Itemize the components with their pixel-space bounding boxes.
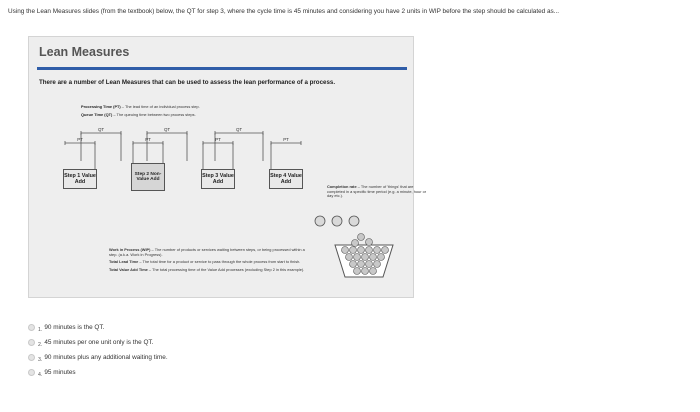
answer-options	[28, 320, 328, 380]
completion-term: Completion rate	[327, 184, 357, 189]
option-text: 95 minutes	[44, 369, 76, 376]
lead-time-term: Total Lead Time	[109, 259, 139, 265]
option-number: 1.	[38, 326, 43, 333]
step-2-label: Step 2 Non-Value Add	[134, 171, 162, 182]
value-add-text: – The total processing time of the Value Add processes (excluding Step 2 in this example).	[147, 266, 305, 272]
wip-text: – The number of products or services waiting between steps, or being processed within a step. (a.k.a. Work in Progress).	[109, 247, 305, 258]
qt-definition	[81, 112, 301, 118]
qt-label-2: QT	[163, 127, 171, 132]
lead-time-text: – The total time for a product or service to pass through the whole process from start to finish.	[138, 259, 301, 265]
lead-time-definition	[109, 259, 305, 264]
measure-definitions	[109, 247, 305, 274]
radio-button[interactable]	[28, 354, 35, 361]
pt-definition	[81, 104, 301, 110]
answer-option-4[interactable]	[28, 365, 328, 380]
pt-label-3: PT	[215, 137, 221, 142]
step-4-label: Step 4 Value Add	[270, 172, 302, 185]
answer-option-2[interactable]	[28, 335, 328, 350]
question-text: Using the Lean Measures slides (from the textbook) below, the QT for step 3, where the cycle time is 45 minutes and considering you have 2 units in WIP before the step should be calculated as...	[8, 8, 560, 15]
wip-definition	[109, 247, 305, 257]
completion-text: – The number of 'things' that are completed in a specific time period (e.g. a minute, hour or day etc.).	[327, 184, 427, 199]
process-flow-diagram	[63, 125, 313, 195]
pt-term: Processing Time (PT)	[81, 104, 121, 109]
pt-label-1: PT	[77, 137, 83, 142]
option-text: 90 minutes plus any additional waiting time.	[44, 354, 168, 361]
step-3-label: Step 3 Value Add	[202, 172, 234, 185]
pt-label-4: PT	[283, 137, 289, 142]
completed-units-icon	[313, 213, 363, 229]
qt-term: Queue Time (QT)	[81, 112, 113, 117]
option-number: 2.	[38, 341, 43, 348]
step-4-box	[269, 169, 303, 189]
option-text: 45 minutes per one unit only is the QT.	[44, 339, 154, 346]
answer-option-1[interactable]	[28, 320, 328, 335]
lean-measures-slide	[28, 36, 427, 298]
step-2-box	[131, 163, 165, 191]
qt-label-1: QT	[97, 127, 105, 132]
step-3-box	[201, 169, 235, 189]
radio-button[interactable]	[28, 369, 35, 376]
radio-button[interactable]	[28, 324, 35, 331]
value-add-definition	[109, 267, 305, 272]
wip-term: Work in Process (WIP)	[109, 247, 151, 252]
pt-text: – The lead time of an individual process step.	[120, 104, 200, 109]
option-text: 90 minutes is the QT.	[44, 324, 105, 331]
slide-title: Lean Measures	[39, 45, 130, 59]
value-add-term: Total Value Add Time	[109, 266, 148, 272]
qt-text: – The queuing time between two process steps.	[112, 112, 196, 117]
option-number: 3.	[38, 356, 43, 363]
radio-button[interactable]	[28, 339, 35, 346]
option-number: 4.	[38, 371, 43, 378]
completion-rate-definition	[327, 185, 427, 199]
qt-label-3: QT	[235, 127, 243, 132]
title-divider	[37, 67, 407, 70]
wip-hopper-icon	[333, 233, 395, 279]
step-1-label: Step 1 Value Add	[64, 172, 96, 185]
slide-intro: There are a number of Lean Measures that can be used to assess the lean performance of a process.	[39, 79, 336, 86]
step-1-box	[63, 169, 97, 189]
answer-option-3[interactable]	[28, 350, 328, 365]
pt-label-2: PT	[145, 137, 151, 142]
